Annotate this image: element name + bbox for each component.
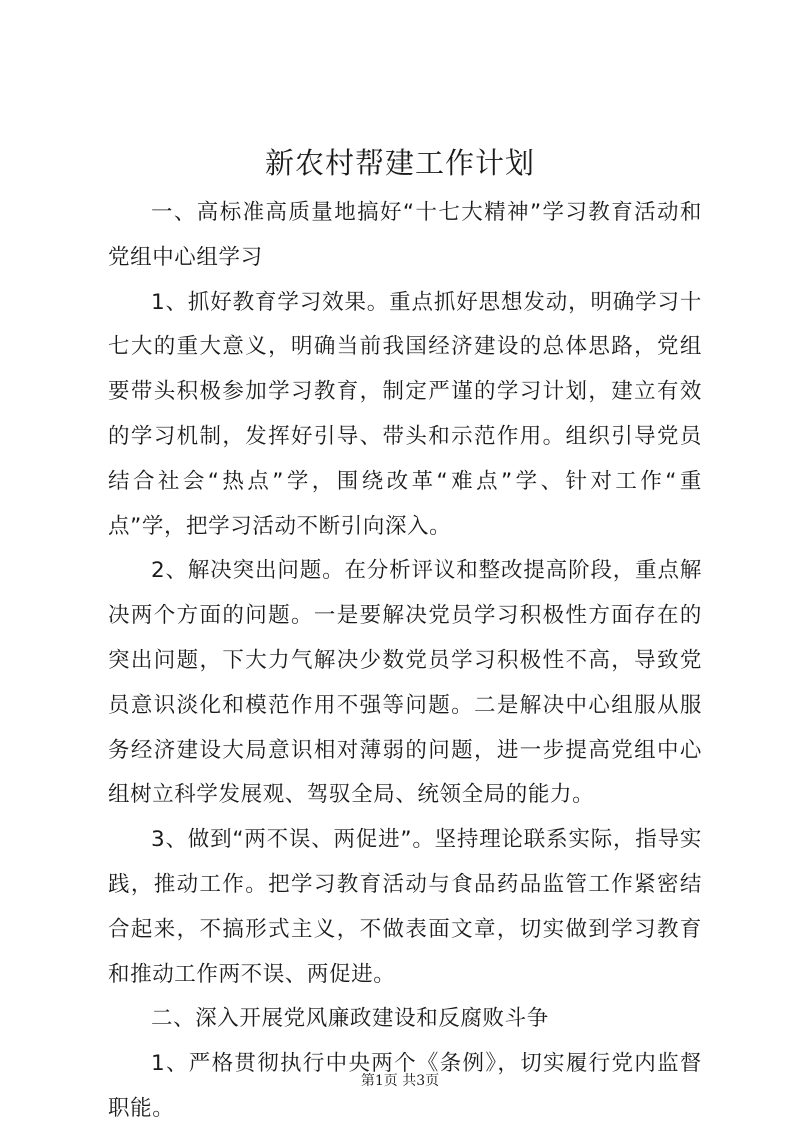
section-heading-1: 一、高标准高质量地搞好“十七大精神”学习教育活动和党组中心组学习 xyxy=(108,200,702,270)
paragraph-2: 2、解决突出问题。在分析评议和整改提高阶段，重点解决两个方面的问题。一是要解决党员学习积极性方面存在的突出问题，下大力气解决少数党员学习积极性不高，导致党员意识淡化和模范作用不强等问题。二是解决中心组服从服务经济建设大局意识相对薄弱的问题，进一步提高党组中心组树立科学发展观、驾驭全局、统领全局的能力。 xyxy=(108,558,702,808)
document-title: 新农村帮建工作计划 xyxy=(264,146,535,180)
paragraph-4: 1、严格贯彻执行中央两个《条例》，切实履行党内监督职能。 xyxy=(108,1051,702,1121)
section-heading-2: 二、深入开展党风廉政建设和反腐败斗争 xyxy=(151,1006,549,1032)
paragraph-1: 1、抓好教育学习效果。重点抓好思想发动，明确学习十七大的重大意义，明确当前我国经济建设的总体思路，党组要带头积极参加学习教育，制定严谨的学习计划，建立有效的学习机制，发挥好引导、带头和示范作用。组织引导党员结合社会“热点”学，围绕改革“难点”学、针对工作“重点”学，把学习活动不断引向深入。 xyxy=(108,289,702,539)
page-footer: 第1页 共3页 xyxy=(360,1073,440,1089)
document-body xyxy=(108,191,702,1132)
paragraph-3: 3、做到“两不误、两促进”。坚持理论联系实际，指导实践，推动工作。把学习教育活动与食品药品监管工作紧密结合起来，不搞形式主义，不做表面文章，切实做到学习教育和推动工作两不误、两促进。 xyxy=(108,827,702,987)
